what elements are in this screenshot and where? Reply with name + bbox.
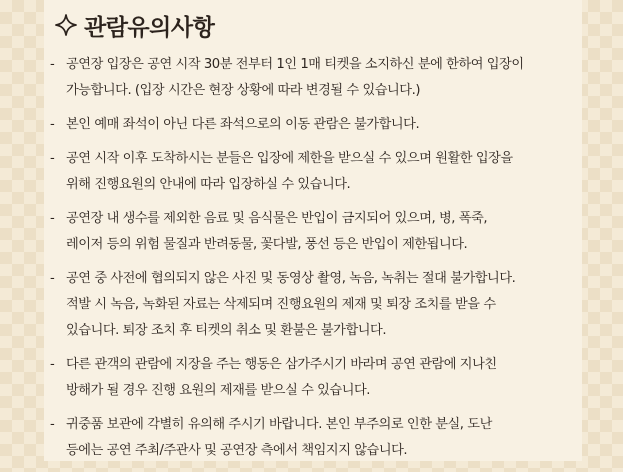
sparkle-star-icon	[54, 13, 78, 37]
bullet-dash: -	[50, 211, 55, 226]
notice-line: 방해가 될 경우 진행 요원의 제재를 받으실 수 있습니다.	[66, 383, 371, 398]
page-title: 관람유의사항	[84, 14, 215, 41]
bullet-dash: -	[50, 57, 55, 72]
notice-item-2	[50, 112, 578, 138]
notice-line: 공연 시작 이후 도착하시는 분들은 입장에 제한을 받으실 수 있으며 원활한 입장을	[66, 151, 513, 166]
notice-line: 다른 관객의 관람에 지장을 주는 행동은 삼가주시기 바라며 공연 관람에 지나친	[66, 357, 497, 372]
notice-item-5	[50, 266, 578, 344]
notice-line: 위해 진행요원의 안내에 따라 입장하실 수 있습니다.	[66, 177, 351, 192]
notice-item-4	[50, 206, 578, 258]
notice-line: 적발 시 녹음, 녹화된 자료는 삭제되며 진행요원의 제재 및 퇴장 조치를 받을 수	[66, 297, 496, 312]
notice-title	[54, 8, 214, 42]
notice-list	[50, 52, 578, 472]
bullet-dash: -	[50, 357, 55, 372]
notice-line: 본인 예매 좌석이 아닌 다른 좌석으로의 이동 관람은 불가합니다.	[66, 117, 420, 132]
notice-line: 공연장 입장은 공연 시작 30분 전부터 1인 1매 티켓을 소지하신 분에 한하여 입장이	[66, 57, 524, 72]
notice-line: 공연 중 사전에 협의되지 않은 사진 및 동영상 촬영, 녹음, 녹취는 절대 불가합니다.	[66, 271, 516, 286]
bullet-dash: -	[50, 151, 55, 166]
bullet-dash: -	[50, 417, 55, 432]
notice-item-7	[50, 412, 578, 464]
notice-item-3	[50, 146, 578, 198]
notice-line: 레이저 등의 위험 물질과 반려동물, 꽃다발, 풍선 등은 반입이 제한됩니다.	[66, 237, 468, 252]
notice-item-1	[50, 52, 578, 104]
notice-line: 귀중품 보관에 각별히 유의해 주시기 바랍니다. 본인 부주의로 인한 분실, 도난	[66, 417, 492, 432]
notice-line: 가능합니다. (입장 시간은 현장 상황에 따라 변경될 수 있습니다.)	[66, 83, 421, 98]
notice-line: 등에는 공연 주최/주관사 및 공연장 측에서 책임지지 않습니다.	[66, 443, 408, 458]
bullet-dash: -	[50, 117, 55, 132]
notice-line: 공연장 내 생수를 제외한 음료 및 음식물은 반입이 금지되어 있으며, 병, 폭죽,	[66, 211, 488, 226]
bullet-dash: -	[50, 271, 55, 286]
notice-item-6	[50, 352, 578, 404]
notice-line: 있습니다. 퇴장 조치 후 티켓의 취소 및 환불은 불가합니다.	[66, 323, 387, 338]
